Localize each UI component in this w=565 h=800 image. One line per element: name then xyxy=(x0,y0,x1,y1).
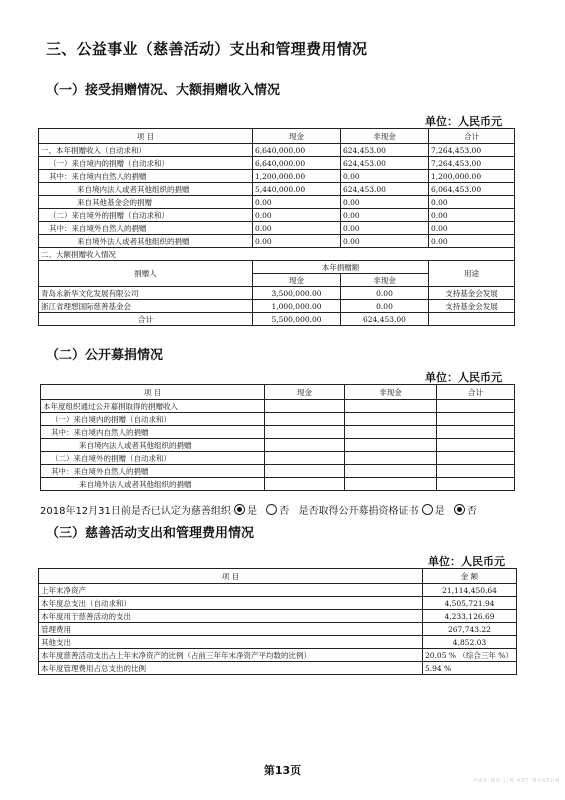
row-label: 来自境外法人或者其他组织的捐赠 xyxy=(39,235,253,248)
table-row xyxy=(39,157,515,170)
radio-charity-no-label: 否 xyxy=(279,506,290,517)
cell-noncash xyxy=(345,478,437,491)
table-row xyxy=(39,144,515,157)
section3-unit: 单位：人民币元 xyxy=(428,555,505,568)
col-header-use: 用途 xyxy=(429,261,515,287)
total-noncash: 624,453.00 xyxy=(341,313,429,326)
cell-total: 7,264,453.00 xyxy=(429,157,515,170)
table-row xyxy=(41,426,515,439)
table-row xyxy=(39,584,517,597)
cell-use: 支持基金会发展 xyxy=(429,287,515,300)
donation-income-table xyxy=(38,128,515,326)
ratio-three-year: （综合三年 %） xyxy=(458,650,513,660)
ratio-value: 20.05 % xyxy=(425,650,456,660)
table-row xyxy=(41,439,515,452)
radio-charity-no[interactable] xyxy=(266,504,277,515)
cell-noncash xyxy=(345,465,437,478)
row-label: 管理费用 xyxy=(39,623,423,636)
col-header-item: 项 目 xyxy=(39,569,423,584)
row-label: 来自境内法人或者其他组织的捐赠 xyxy=(39,183,253,196)
table-row xyxy=(39,623,517,636)
col-header-total: 合计 xyxy=(437,385,515,400)
cell-noncash: 624,453.00 xyxy=(341,183,429,196)
row-label: 其中：来自境内自然人的捐赠 xyxy=(41,426,265,439)
row-label: 上年末净资产 xyxy=(39,584,423,597)
row-label: 本年度用于慈善活动的支出 xyxy=(39,610,423,623)
col-header-item: 项 目 xyxy=(39,129,253,144)
cell-cash: 1,200,000.00 xyxy=(253,170,341,183)
radio-cert-yes[interactable] xyxy=(422,504,433,515)
cell-amount: 4,233,126.69 xyxy=(423,610,517,623)
table-row xyxy=(39,636,517,649)
section1-unit: 单位：人民币元 xyxy=(425,115,502,128)
cell-cash xyxy=(265,426,345,439)
cell-total: 7,264,453.00 xyxy=(429,144,515,157)
col-header-item: 项 目 xyxy=(41,385,265,400)
cell-cash: 1,000,000.00 xyxy=(253,300,341,313)
table-row xyxy=(39,300,515,313)
cell-noncash: 0.00 xyxy=(341,235,429,248)
row-label: 一、本年捐赠收入（自动求和） xyxy=(39,144,253,157)
cell-noncash: 0.00 xyxy=(341,222,429,235)
radio-cert-no[interactable] xyxy=(454,504,465,515)
cell-noncash xyxy=(345,439,437,452)
cell-noncash: 0.00 xyxy=(341,209,429,222)
total-label: 合计 xyxy=(39,313,253,326)
row-label: （二）来自境外的捐赠（自动求和） xyxy=(41,452,265,465)
cell-noncash xyxy=(345,452,437,465)
cell-cash: 0.00 xyxy=(253,196,341,209)
cell-cash xyxy=(265,452,345,465)
col-header-cash: 现金 xyxy=(253,274,341,287)
cell-total xyxy=(437,465,515,478)
charity-expense-table xyxy=(38,568,517,675)
page-number: 第13页 xyxy=(263,764,302,777)
row-label: （一）来自境内的捐赠（自动求和） xyxy=(39,157,253,170)
note-certificate-question: 是否取得公开募捐资格证书 xyxy=(298,506,419,517)
row-label: 其中：来自境内自然人的捐赠 xyxy=(39,170,253,183)
total-use xyxy=(429,313,515,326)
row-label: 来自境外法人或者其他组织的捐赠 xyxy=(41,478,265,491)
cell-total: 6,064,453.00 xyxy=(429,183,515,196)
cell-noncash: 0.00 xyxy=(341,300,429,313)
cell-total: 0.00 xyxy=(429,196,515,209)
table-row xyxy=(39,597,517,610)
note-charity-question: 2018年12月31日前是否已认定为慈善组织 xyxy=(40,506,231,517)
table-row xyxy=(39,610,517,623)
table-header-row xyxy=(41,385,515,400)
cell-total xyxy=(437,413,515,426)
total-row xyxy=(39,313,515,326)
table-row xyxy=(41,413,515,426)
table-row xyxy=(39,662,517,675)
col-header-noncash: 非现金 xyxy=(345,385,437,400)
col-header-cash: 现金 xyxy=(265,385,345,400)
cell-cash xyxy=(265,465,345,478)
cell-amount: 4,852.03 xyxy=(423,636,517,649)
col-header-total: 合计 xyxy=(429,129,515,144)
total-cash: 5,500,000.00 xyxy=(253,313,341,326)
col-header-amount: 金 额 xyxy=(423,569,517,584)
table-row xyxy=(39,170,515,183)
radio-charity-yes[interactable] xyxy=(234,504,245,515)
cell-noncash xyxy=(345,413,437,426)
cell-cash xyxy=(265,478,345,491)
row-label: 其中：来自境外自然人的捐赠 xyxy=(39,222,253,235)
cell-ratio: 5.94 % xyxy=(423,662,517,675)
page-heading: 三、公益事业（慈善活动）支出和管理费用情况 xyxy=(46,40,368,58)
col-header-amount: 本年捐赠额 xyxy=(253,261,429,274)
cell-cash: 3,500,000.00 xyxy=(253,287,341,300)
cell-amount: 4,505,721.94 xyxy=(423,597,517,610)
row-label: 二、大额捐赠收入情况 xyxy=(39,248,515,261)
row-label: （二）来自境外的捐赠（自动求和） xyxy=(39,209,253,222)
table-row xyxy=(39,183,515,196)
radio-cert-yes-label: 是 xyxy=(434,506,445,517)
cell-cash: 0.00 xyxy=(253,222,341,235)
cell-use: 支持基金会发展 xyxy=(429,300,515,313)
donor-name: 青岛永新华文化发展有限公司 xyxy=(39,287,253,300)
cell-noncash xyxy=(345,400,437,413)
table-row xyxy=(39,222,515,235)
table-row xyxy=(39,209,515,222)
row-label: （一）来自境内的捐赠（自动求和） xyxy=(41,413,265,426)
cell-total xyxy=(437,452,515,465)
col-header-noncash: 非现金 xyxy=(341,129,429,144)
cell-total: 1,200,000.00 xyxy=(429,170,515,183)
cell-noncash: 624,453.00 xyxy=(341,157,429,170)
cell-cash: 0.00 xyxy=(253,235,341,248)
row-label: 本年度慈善活动支出占上年末净资产的比例（占前三年年末净资产平均数的比例） xyxy=(39,649,423,662)
big-header-row xyxy=(39,261,515,274)
table-header-row xyxy=(39,569,517,584)
cell-total: 0.00 xyxy=(429,209,515,222)
table-row xyxy=(39,649,517,662)
cell-noncash: 624,453.00 xyxy=(341,144,429,157)
cell-cash: 6,640,000.00 xyxy=(253,144,341,157)
row-label: 来自其他基金会的捐赠 xyxy=(39,196,253,209)
cell-amount: 267,743.22 xyxy=(423,623,517,636)
cell-total: 0.00 xyxy=(429,222,515,235)
col-header-cash: 现金 xyxy=(253,129,341,144)
cell-total xyxy=(437,439,515,452)
row-label: 其中：来自境外自然人的捐赠 xyxy=(41,465,265,478)
row-label: 本年度总支出（自动求和） xyxy=(39,597,423,610)
table-row xyxy=(41,465,515,478)
table-row xyxy=(39,196,515,209)
cell-amount: 21,114,450.64 xyxy=(423,584,517,597)
section3-title: （三）慈善活动支出和管理费用情况 xyxy=(46,526,255,541)
cell-noncash: 0.00 xyxy=(341,196,429,209)
cell-cash: 5,440,000.00 xyxy=(253,183,341,196)
cell-cash xyxy=(265,413,345,426)
cell-cash: 6,640,000.00 xyxy=(253,157,341,170)
section2-unit: 单位：人民币元 xyxy=(425,371,502,384)
table-row xyxy=(39,287,515,300)
col-header-noncash: 非现金 xyxy=(341,274,429,287)
row-label: 其他支出 xyxy=(39,636,423,649)
cell-cash: 0.00 xyxy=(253,209,341,222)
table-row xyxy=(39,248,515,261)
watermark: HAN MO LIN ART MUSEUM xyxy=(474,778,561,784)
cell-ratio xyxy=(423,649,517,662)
cell-total: 0.00 xyxy=(429,235,515,248)
table-header-row xyxy=(39,129,515,144)
row-label: 本年度组织通过公开募捐取得的捐赠收入 xyxy=(41,400,265,413)
donor-name: 浙江省理想国际慈善基金会 xyxy=(39,300,253,313)
cell-cash xyxy=(265,400,345,413)
col-header-donor: 捐赠人 xyxy=(39,261,253,287)
row-label: 本年度管理费用占总支出的比例 xyxy=(39,662,423,675)
public-fundraising-table xyxy=(40,384,515,491)
table-row xyxy=(39,235,515,248)
section1-title: （一）接受捐赠情况、大额捐赠收入情况 xyxy=(46,83,281,98)
cell-cash xyxy=(265,439,345,452)
table-row xyxy=(41,452,515,465)
table-row xyxy=(41,478,515,491)
radio-cert-no-label: 否 xyxy=(466,506,477,517)
section2-title: （二）公开募捐情况 xyxy=(46,348,164,363)
charity-status-note xyxy=(40,502,477,517)
table-row xyxy=(41,400,515,413)
cell-total xyxy=(437,478,515,491)
cell-noncash xyxy=(345,426,437,439)
row-label: 来自境内法人或者其他组织的捐赠 xyxy=(41,439,265,452)
cell-total xyxy=(437,400,515,413)
cell-noncash: 0.00 xyxy=(341,170,429,183)
cell-total xyxy=(437,426,515,439)
radio-charity-yes-label: 是 xyxy=(247,506,258,517)
cell-noncash: 0.00 xyxy=(341,287,429,300)
